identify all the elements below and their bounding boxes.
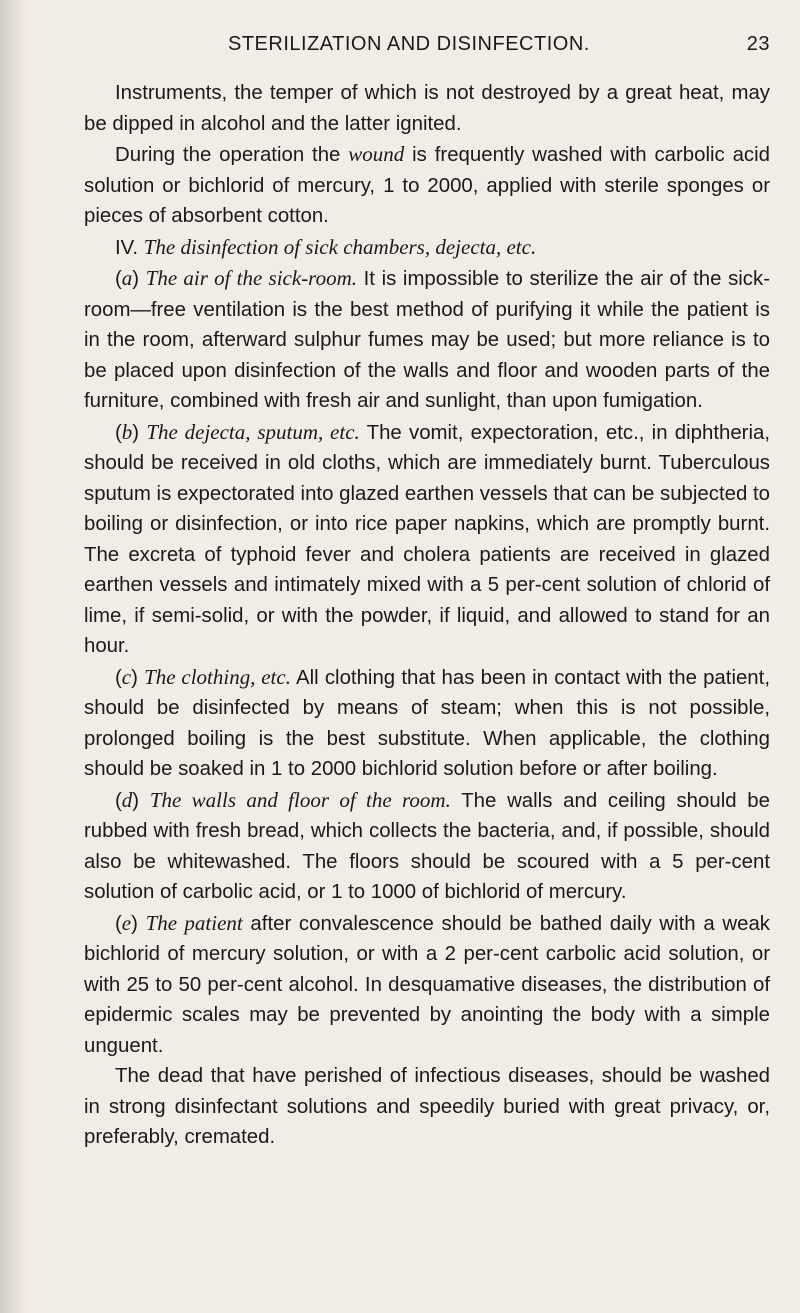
section-title: The disinfection of sick chambers, dejecta, etc.: [143, 234, 537, 259]
running-head-title: STERILIZATION AND DISINFECTION.: [228, 33, 590, 55]
paren-close: ): [132, 421, 147, 444]
paragraph-dejecta-body: The vomit, expectoration, etc., in diphtheria, should be received in old cloths, which are immediately burnt. Tuberculous sputum is expectorated into glazed earthen vessels that can be subjected to boiling or disinfection, or into rice paper napkins, which are promptly burnt. The excreta of typhoid fever and cholera patients are received in glazed earthen vessels and intimately mixed with a 5 per-cent solution of chlorid of lime, if semi-solid, or with the powder, if liquid, and allowed to stand for an hour.: [84, 421, 770, 657]
subheading-dejecta: The dejecta, sputum, etc.: [146, 419, 360, 444]
paragraph-clothing-body: All clothing that has been in contact with the patient, should be disinfected by means of steam; when this is not possible, prolonged boiling is the best substitute. When applicable, the clothing should be soaked in 1 to 2000 bichlorid solution before or after boiling.: [84, 666, 770, 780]
paragraph-dead: The dead that have perished of infectious diseases, should be washed in strong disinfectant solutions and speedily buried with great privacy, or, preferably, cremated.: [84, 1065, 770, 1148]
paren-open: (: [115, 789, 122, 812]
paragraph-wound: [84, 139, 770, 232]
subheading-patient: The patient: [145, 910, 243, 935]
paren-open: (: [115, 268, 122, 290]
section-heading-iv: [84, 232, 770, 264]
paragraph-walls: [84, 785, 770, 908]
paragraph-dejecta: [84, 417, 770, 662]
subheading-clothing: The clothing, etc.: [144, 664, 291, 689]
paren-close: ): [132, 789, 150, 812]
item-letter-a: a: [121, 266, 133, 290]
item-letter-c: c: [121, 664, 132, 689]
paren-close: ): [131, 912, 146, 935]
paren-close: ): [131, 666, 145, 689]
paragraph-clothing: [84, 662, 770, 785]
paragraph-wound-lead: During the operation the: [115, 144, 349, 166]
item-letter-b: b: [121, 419, 133, 444]
paren-open: (: [115, 666, 122, 689]
paragraph-wound-body: is frequently washed with carbolic acid solution or bichlorid of mercury, 1 to 2000, applied with sterile sponges or pieces of absorbent cotton.: [84, 144, 770, 227]
page-edge-shadow: [0, 0, 28, 1313]
paragraph-instruments: Instruments, the temper of which is not destroyed by a great heat, may be dipped in alcohol and the latter ignited.: [84, 82, 770, 135]
item-letter-d: d: [121, 787, 133, 812]
paragraph-walls-body: The walls and ceiling should be rubbed with fresh bread, which collects the bacteria, and, if possible, should also be whitewashed. The floors should be scoured with a 5 per-cent solution of carbolic acid, or 1 to 1000 of bichlorid of mercury.: [84, 789, 770, 903]
running-head: [90, 33, 770, 63]
paren-open: (: [115, 912, 122, 935]
page-number: 23: [746, 33, 770, 55]
paragraph-patient: [84, 908, 770, 1062]
body-text: [84, 78, 770, 1153]
paren-close: ): [132, 268, 146, 290]
paragraph-air: [84, 263, 770, 417]
item-letter-e: e: [121, 910, 132, 935]
section-numeral: IV.: [115, 236, 144, 259]
paren-open: (: [115, 421, 122, 444]
paragraph-air-body: It is impossible to sterilize the air of the sick-room—free ventilation is the best method of purifying it while the patient is in the room, afterward sulphur fumes may be used; but more reliance is to be placed upon disinfection of the walls and floor and wooden parts of the furniture, combined with fresh air and sunlight, than upon fumigation.: [84, 268, 770, 412]
paragraph-patient-body: after convalescence should be bathed daily with a weak bichlorid of mercury solution, or with a 2 per-cent carbolic acid solution, or with 25 to 50 per-cent alcohol. In desquamative diseases, the distribution of epidermic scales may be prevented by anointing the body with a simple unguent.: [84, 912, 770, 1057]
subheading-walls: The walls and floor of the room.: [149, 787, 451, 812]
emphasis-wound: wound: [348, 142, 405, 166]
subheading-air: The air of the sick-room.: [145, 266, 357, 290]
